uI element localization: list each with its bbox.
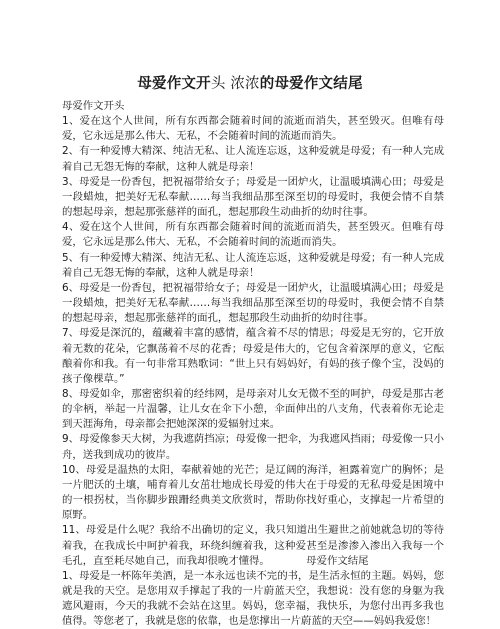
paragraph: 6、母爱是一份香包，把祝福带给女子；母爱是一团炉火，让温暖填满心田；母爱是一段蜡烛，把美好无私奉献……每当我细品那至深至切的母爱时，我便会情不自禁的想起母亲，想起那张慈祥的面孔，想起那段生动曲折的幼时往事。 <box>62 281 444 325</box>
paragraph: 4、爱在这个人世间，所有东西都会随着时间的流逝而消失，甚至毁灭。但唯有母爱，它永远是那么伟大、无私，不会随着时间的流逝而消失。 <box>62 221 444 249</box>
section-heading: 母爱作文开头 <box>62 100 125 112</box>
page-title <box>0 72 500 93</box>
paragraph: 11、母爱是什么呢？我给不出确切的定义，我只知道出生避世之前她就急切的等待着我，在我成长中呵护着我，环绕纠缠着我，这种爱甚至是渗渗入渗出入我每一个毛孔，直至耗尽她自己，而我却很晚才懂得。 母爱作文结尾 <box>62 524 444 567</box>
paragraph: 7、母爱是深沉的，蕴藏着丰富的感情，蕴含着不尽的情思；母爱是无穷的，它开放着无数的花朵，它飘荡着不尽的花香；母爱是伟大的，它包含着深厚的意义，它酝酿着你和我。有一句非常耳熟歌词：“世上只有妈妈好，有妈的孩子像个宝，没妈的孩子像棵草。” <box>62 327 444 385</box>
paragraph: 1、母爱是一杯陈年美酒，是一本永远也读不完的书，是生活永恒的主题。妈妈，您就是我的天空。是您用双手撑起了我的一片蔚蓝天空，我想说：没有您的身躯为我遮风避雨，今天的我就不会站在这里。妈妈，您幸福，我快乐，为您付出再多我也值得。等您老了，我就是您的依靠，也是您撑出一片蔚蓝的天空——妈妈我爱您！ <box>62 569 444 628</box>
paragraph: 8、母爱如伞，那密密织着的经纬网，是母亲对儿女无微不至的呵护，母爱是那古老的伞柄，举起一片温馨，让儿女在伞下小憩，伞面伸出的八支角，代表着你无论走到天涯海角，母亲都会把她深深的爱辐射过来。 <box>62 387 444 431</box>
paragraph: 3、母爱是一份香包，把祝福带给女子；母爱是一团炉火，让温暖填满心田；母爱是一段蜡烛，把美好无私奉献……每当我细品那至深至切的母爱时，我便会情不自禁的想起母亲，想起那张慈祥的面孔，想起那段生动曲折的幼时往事。 <box>62 175 444 219</box>
title-part-c: 的母爱作文结尾 <box>259 76 363 92</box>
paragraph: 1、爱在这个人世间，所有东西都会随着时间的流逝而消失，甚至毁灭。但唯有母爱，它永远是那么伟大、无私，不会随着时间的流逝而消失。 <box>62 115 444 143</box>
paragraph: 10、母爱是温热的太阳，奉献着她的光芒；是辽阔的海洋，袒露着宽广的胸怀；是一片肥沃的土壤，哺育着儿女茁壮地成长母爱的伟大在于母爱的无私母爱是困境中的一根拐杖，当你脚步踉跚经典美文欣赏时，帮助你找好重心，支撑起一片希望的原野。 <box>62 463 444 522</box>
document-body <box>62 99 444 629</box>
title-part-b: 头 浓浓 <box>210 76 260 92</box>
paragraph: 2、有一种爱博大精深、纯洁无私、让人流连忘返，这种爱就是母爱；有一种人完成着自己无怨无悔的奉献，这种人就是母亲！ <box>62 145 444 173</box>
paragraph: 9、母爱像参天大树，为我遮荫挡凉；母爱像一把伞，为我遮风挡雨；母爱像一只小舟，送我到成功的彼岸。 <box>62 433 444 461</box>
title-part-a: 母爱作文开 <box>137 76 211 92</box>
paragraph: 5、有一种爱博大精深、纯洁无私、让人流连忘返，这种爱就是母爱；有一种人完成着自己无怨无悔的奉献，这种人就是母亲！ <box>62 251 444 279</box>
